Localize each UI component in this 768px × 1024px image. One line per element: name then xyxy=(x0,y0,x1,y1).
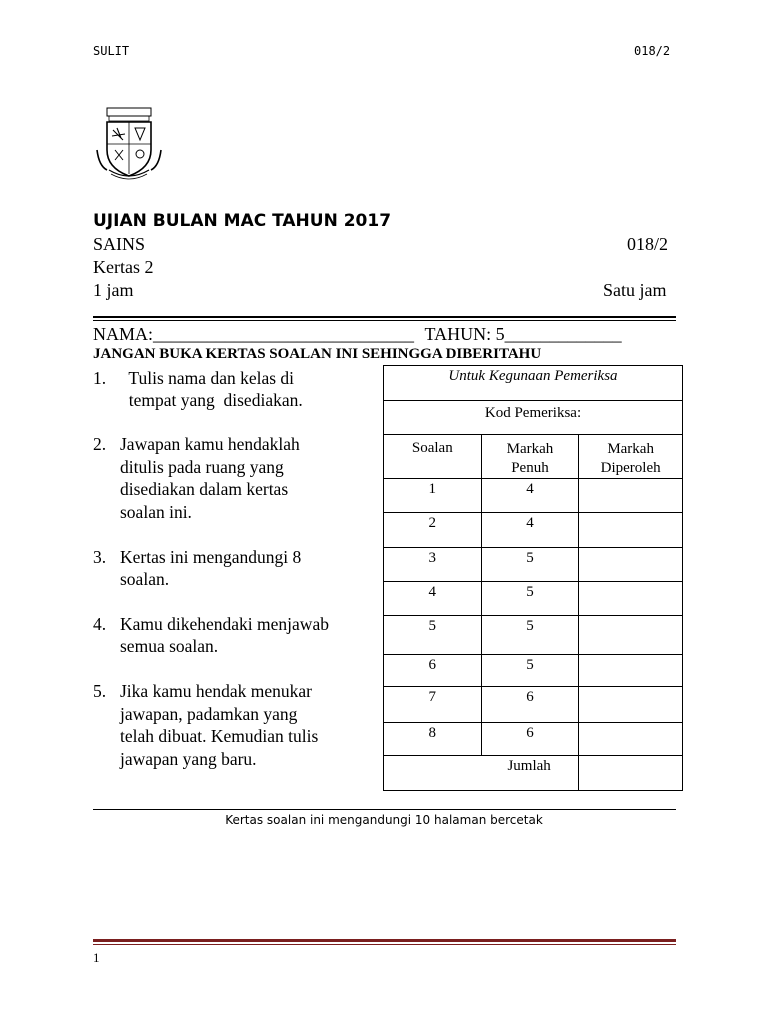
table-row xyxy=(384,547,683,581)
total-row xyxy=(384,755,683,790)
pages-note: Kertas soalan ini mengandungi 10 halaman bercetak xyxy=(225,813,543,827)
exam-duration-words: Satu jam xyxy=(603,280,667,300)
year-label: TAHUN: 5_____________ xyxy=(424,324,622,344)
total-label: Jumlah xyxy=(384,755,579,790)
footer-rule-thin xyxy=(93,944,676,945)
col-obtained-marks-header xyxy=(579,434,683,478)
full-marks: 4 xyxy=(481,513,579,547)
full-marks: 4 xyxy=(481,479,579,513)
obtained-marks-cell[interactable] xyxy=(579,581,683,615)
question-number: 4 xyxy=(384,581,482,615)
examiner-table-heading: Untuk Kegunaan Pemeriksa xyxy=(384,366,683,401)
question-number: 1 xyxy=(384,479,482,513)
obtained-marks-cell[interactable] xyxy=(579,547,683,581)
top-rule xyxy=(93,316,676,318)
full-marks: 5 xyxy=(481,581,579,615)
examiner-code-label: Kod Pemeriksa: xyxy=(384,401,683,434)
instruction-line: Tulis nama dan kelas di xyxy=(120,368,295,388)
instruction-line: Jika kamu hendak menukar xyxy=(120,681,312,701)
table-row xyxy=(384,654,683,686)
instruction-line: telah dibuat. Kemudian tulis xyxy=(120,726,319,746)
obtained-marks-cell[interactable] xyxy=(579,479,683,513)
instruction-line: soalan. xyxy=(120,569,170,589)
question-number: 6 xyxy=(384,654,482,686)
table-row xyxy=(384,581,683,615)
question-number: 2 xyxy=(384,513,482,547)
instruction-line: ditulis pada ruang yang xyxy=(120,457,284,477)
instruction-number: 4. xyxy=(93,614,107,634)
instructions xyxy=(93,367,373,787)
obtained-marks-cell[interactable] xyxy=(579,686,683,722)
instruction-number: 3. xyxy=(93,547,107,567)
instruction-number: 5. xyxy=(93,681,107,701)
instruction-number: 1. xyxy=(93,368,107,388)
header-right: 018/2 xyxy=(634,44,671,58)
instruction-line: jawapan yang baru. xyxy=(120,749,257,769)
name-label: NAMA:_____________________________ xyxy=(93,324,415,344)
footer-rule xyxy=(93,939,676,942)
instruction-line: Kertas ini mengandungi 8 xyxy=(120,547,302,567)
exam-duration: 1 jam xyxy=(93,280,134,300)
instruction-number: 2. xyxy=(93,434,107,454)
full-marks: 6 xyxy=(481,686,579,722)
exam-code: 018/2 xyxy=(627,234,669,254)
full-marks: 5 xyxy=(481,654,579,686)
table-row xyxy=(384,616,683,654)
examiner-table xyxy=(383,365,683,791)
obtained-marks-cell[interactable] xyxy=(579,616,683,654)
instruction-line: semua soalan. xyxy=(120,636,219,656)
question-number: 7 xyxy=(384,686,482,722)
obtained-marks-cell[interactable] xyxy=(579,654,683,686)
total-marks-cell[interactable] xyxy=(579,755,683,790)
question-number: 3 xyxy=(384,547,482,581)
table-row xyxy=(384,686,683,722)
full-marks: 6 xyxy=(481,723,579,755)
obtained-marks-cell[interactable] xyxy=(579,513,683,547)
page-number: 1 xyxy=(93,950,100,965)
warning-text: JANGAN BUKA KERTAS SOALAN INI SEHINGGA DIBERITAHU xyxy=(93,346,542,362)
top-rule-thin xyxy=(93,320,676,321)
school-crest-icon xyxy=(93,104,165,184)
col-full-marks-label: Markah Penuh xyxy=(506,440,554,476)
col-obtained-marks-label: Markah Diperoleh xyxy=(600,440,661,476)
instruction-line: Jawapan kamu hendaklah xyxy=(120,434,300,454)
obtained-marks-cell[interactable] xyxy=(579,723,683,755)
instruction-line: Kamu dikehendaki menjawab xyxy=(120,614,329,634)
col-question-header: Soalan xyxy=(384,434,482,478)
instruction-line: disediakan dalam kertas xyxy=(120,479,289,499)
full-marks: 5 xyxy=(481,547,579,581)
instruction-line: jawapan, padamkan yang xyxy=(120,704,298,724)
table-row xyxy=(384,723,683,755)
question-number: 5 xyxy=(384,616,482,654)
col-full-marks-header xyxy=(481,434,579,478)
exam-subject: SAINS xyxy=(93,234,146,254)
exam-paper: Kertas 2 xyxy=(93,257,154,277)
instruction-line: tempat yang disediakan. xyxy=(120,390,303,410)
table-row xyxy=(384,479,683,513)
instruction-line: soalan ini. xyxy=(120,502,192,522)
header-left: SULIT xyxy=(93,44,130,58)
full-marks: 5 xyxy=(481,616,579,654)
bottom-rule xyxy=(93,809,676,810)
name-line xyxy=(93,324,622,345)
table-row xyxy=(384,513,683,547)
question-number: 8 xyxy=(384,723,482,755)
exam-title: UJIAN BULAN MAC TAHUN 2017 xyxy=(93,211,392,231)
